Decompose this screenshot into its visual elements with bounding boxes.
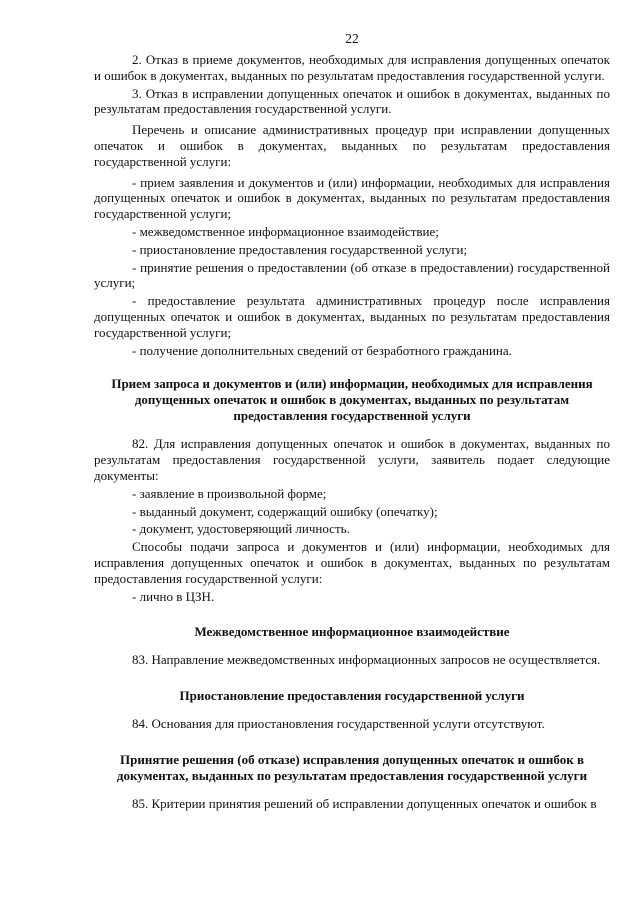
list-item-document: - заявление в произвольной форме; xyxy=(132,485,327,501)
document-body xyxy=(94,52,610,812)
paragraph-procedures-intro: Перечень и описание административных процедур при исправлении допущенных опечаток и ошибок в документах, выданных по результатам предоставления государственной услуги: xyxy=(94,122,610,169)
paragraph-83: 83. Направление межведомственных информационных запросов не осуществляется. xyxy=(132,652,601,668)
list-item-procedure: - приостановление предоставления государственной услуги; xyxy=(132,241,468,257)
paragraph-methods-intro: Способы подачи запроса и документов и (или) информации, необходимых для исправления допущенных опечаток и ошибок в документах, выданных по результатам предоставления государственной услуги: xyxy=(94,539,610,586)
list-item-method: - лично в ЦЗН. xyxy=(132,588,215,604)
section-heading-suspension: Приостановление предоставления государственной услуги xyxy=(179,688,525,704)
list-item-procedure: - предоставление результата административных процедур после исправления допущенных опечаток и ошибок в документах, выданных по результатам предоставления государственной услуги; xyxy=(94,293,610,340)
paragraph-84: 84. Основания для приостановления государственной услуги отсутствуют. xyxy=(132,716,545,732)
paragraph-85: 85. Критерии принятия решений об исправлении допущенных опечаток и ошибок в xyxy=(132,795,597,811)
paragraph-82: 82. Для исправления допущенных опечаток и ошибок в документах, выданных по результатам предоставления государственной услуги, заявитель подает следующие документы: xyxy=(94,436,610,483)
list-item-document: - документ, удостоверяющий личность. xyxy=(132,521,350,537)
paragraph-refusal-correction: 3. Отказ в исправлении допущенных опечаток и ошибок в документах, выданных по результатам предоставления государственной услуги. xyxy=(94,85,610,117)
list-item-document: - выданный документ, содержащий ошибку (опечатку); xyxy=(132,503,438,519)
list-item-procedure: - прием заявления и документов и (или) информации, необходимых для исправления допущенных опечаток и ошибок в документах, выданных по результатам предоставления государственной услуги; xyxy=(94,174,610,222)
section-heading-interagency: Межведомственное информационное взаимодействие xyxy=(194,624,510,640)
section-heading-reception: Прием запроса и документов и (или) информации, необходимых для исправления допущенных опечаток и ошибок в документах, выданных по результатам предоставления государственной услуги xyxy=(111,376,593,424)
paragraph-refusal-acceptance: 2. Отказ в приеме документов, необходимых для исправления допущенных опечаток и ошибок в документах, выданных по результатам предоставления государственной услуги. xyxy=(94,52,610,83)
list-item-procedure: - получение дополнительных сведений от безработного гражданина. xyxy=(132,342,512,358)
page-number: 22 xyxy=(345,31,359,46)
list-item-procedure: - принятие решения о предоставлении (об отказе в предоставлении) государственной услуги; xyxy=(94,259,610,291)
section-heading-decision: Принятие решения (об отказе) исправления допущенных опечаток и ошибок в документах, выданных по результатам предоставления государственной услуги xyxy=(116,751,588,783)
list-item-procedure: - межведомственное информационное взаимодействие; xyxy=(132,223,439,239)
